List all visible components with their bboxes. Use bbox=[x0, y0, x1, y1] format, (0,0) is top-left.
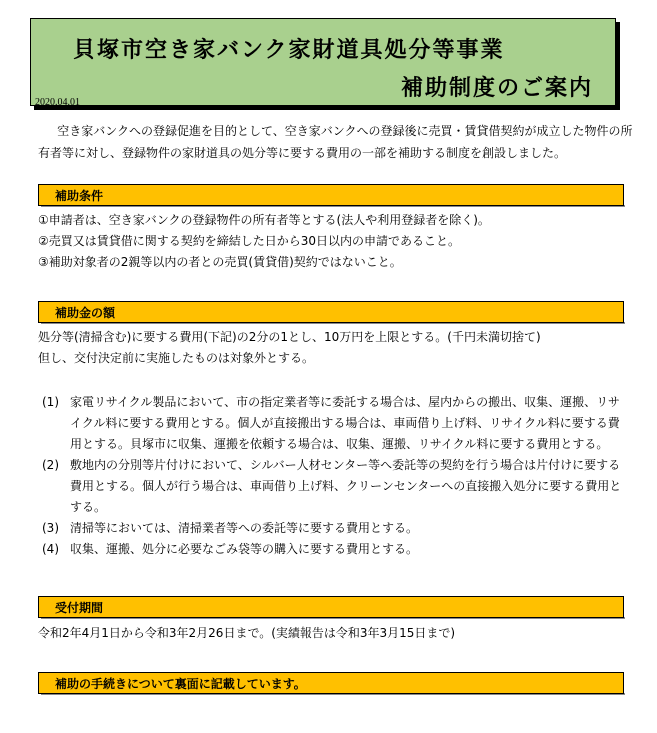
item-number: (3) bbox=[42, 521, 59, 535]
item-text: 収集、運搬、処分に必要なごみ袋等の購入に要する費用とする。 bbox=[70, 542, 419, 556]
condition-item: ②売買又は賃貸借に関する契約を締結した日から30日以内の申請であること。 bbox=[38, 234, 461, 248]
amount-line: 但し、交付決定前に実施したものは対象外とする。 bbox=[38, 351, 315, 365]
issue-date: 2020.04.01 bbox=[35, 97, 80, 108]
amount-description bbox=[38, 327, 636, 369]
page-title: 貝塚市空き家バンク家財道具処分等事業 bbox=[73, 38, 505, 63]
item-text: 清掃等においては、清掃業者等への委託等に要する費用とする。 bbox=[70, 521, 419, 535]
page-subtitle: 補助制度のご案内 bbox=[400, 76, 593, 101]
condition-item: ①申請者は、空き家バンクの登録物件の所有者等とする(法人や利用登録者を除く)。 bbox=[38, 213, 490, 227]
conditions-list bbox=[38, 210, 636, 273]
intro-paragraph bbox=[38, 120, 636, 164]
period-text: 令和2年4月1日から令和3年2月26日まで。(実績報告は令和3年3月15日まで) bbox=[38, 626, 456, 640]
section-period-header bbox=[38, 596, 624, 618]
amount-item bbox=[38, 539, 628, 560]
amount-line: 処分等(清掃含む)に要する費用(下記)の2分の1とし、10万円を上限とする。(千円未満切捨て) bbox=[38, 330, 541, 344]
amount-items bbox=[38, 392, 628, 560]
amount-item bbox=[38, 518, 628, 539]
section-conditions-title: 補助条件 bbox=[55, 189, 104, 203]
condition-item: ③補助対象者の2親等以内の者との売買(賃貸借)契約ではないこと。 bbox=[38, 255, 402, 269]
footer-note: 補助の手続きについて裏面に記載しています。 bbox=[55, 677, 306, 691]
item-number: (2) bbox=[42, 458, 59, 472]
item-text: 敷地内の分別等片付けにおいて、シルバー人材センター等へ委託等の契約を行う場合は片付けに要する費用とする。個人が行う場合は、車両借り上げ料、クリーンセンターへの直接搬入処分に要する費用とする。 bbox=[70, 458, 622, 514]
amount-item bbox=[38, 455, 628, 518]
section-amount-title: 補助金の額 bbox=[55, 306, 116, 320]
item-number: (1) bbox=[42, 395, 59, 409]
item-number: (4) bbox=[42, 542, 59, 556]
intro-text: 空き家バンクへの登録促進を目的として、空き家バンクへの登録後に売買・賃貸借契約が成立した物件の所有者等に対し、登録物件の家財道具の処分等に要する費用の一部を補助する制度を創設しました。 bbox=[38, 124, 633, 160]
title-box bbox=[30, 18, 616, 106]
item-text: 家電リサイクル製品において、市の指定業者等に委託する場合は、屋内からの搬出、収集、運搬、リサイクル料に要する費用とする。個人が直接搬出する場合は、車両借り上げ料、リサイクル料に要する費用とする。貝塚市に収集、運搬を依頼する場合は、収集、運搬、リサイクル料に要する費用とする。 bbox=[70, 395, 620, 451]
amount-item bbox=[38, 392, 628, 455]
section-amount-header bbox=[38, 301, 624, 323]
section-period-title: 受付期間 bbox=[55, 601, 104, 615]
section-conditions-header bbox=[38, 184, 624, 206]
period-text-block bbox=[38, 623, 636, 644]
footer-note-bar bbox=[38, 672, 624, 694]
